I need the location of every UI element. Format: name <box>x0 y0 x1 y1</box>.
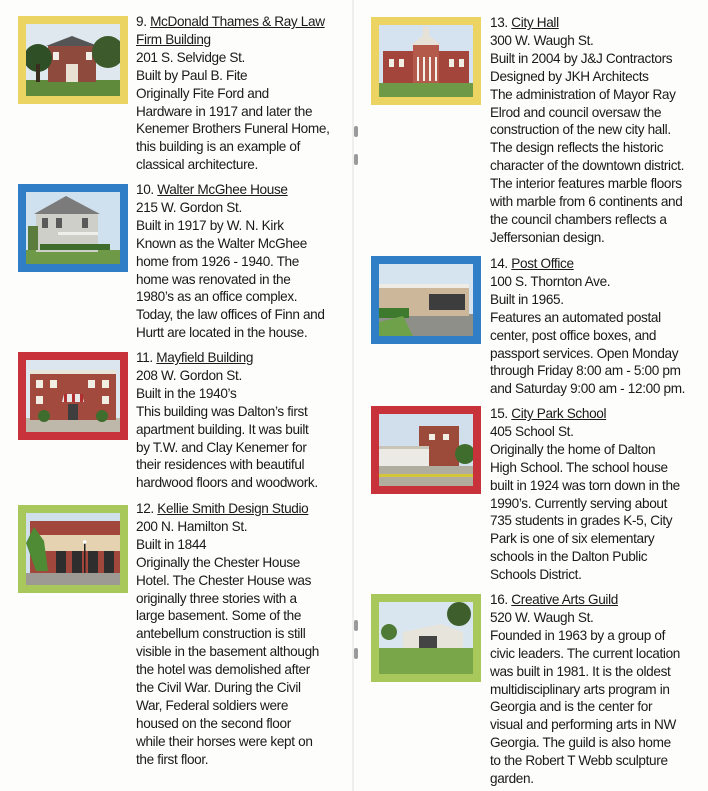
photo-frame <box>18 505 128 593</box>
entry-address: 405 School St. <box>490 423 574 439</box>
entry-name: Mayfield Building <box>156 350 254 365</box>
entry-text-line: through Friday 8:00 am - 5:00 pm <box>490 363 681 379</box>
entry-name: Post Office <box>511 256 574 271</box>
binding-hole <box>354 154 358 165</box>
entry-text-line: Today, the law offices of Finn and <box>136 307 325 323</box>
entry-text-line: center, post office boxes, and <box>490 327 657 343</box>
entry-number: 10. <box>136 182 154 197</box>
post-office-photo <box>379 264 473 336</box>
entry-text-line: housed on the second floor <box>136 715 291 731</box>
design-studio-photo <box>26 513 120 585</box>
entry-text-line: home was renovated in the <box>136 271 291 287</box>
entry-text-line: Jeffersonian design. <box>490 229 605 245</box>
entry-text-line: Built in the 1940’s <box>136 385 237 401</box>
photo-frame <box>371 406 481 494</box>
binding-hole <box>354 126 358 137</box>
mayfield-building-photo <box>26 360 120 432</box>
entry-text-line: Built in 1965. <box>490 291 564 307</box>
entry-text-line: Georgia. The guild is also home <box>490 735 671 751</box>
photo-frame <box>371 17 481 105</box>
entry-address: 208 W. Gordon St. <box>136 367 242 383</box>
entry-text-line: the Civil War. During the Civil <box>136 680 301 696</box>
entry-name: McDonald Thames & Ray Law <box>150 14 325 29</box>
entry-number: 12. <box>136 501 154 516</box>
entry-name: Walter McGhee House <box>157 182 288 197</box>
entry-text-line: civic leaders. The current location <box>490 645 680 661</box>
entry-text-line: garden. <box>490 771 534 787</box>
entry-text-line: to the Robert T Webb sculpture <box>490 753 668 769</box>
photo-frame <box>371 256 481 344</box>
entry-text-line: Hotel. The Chester House was <box>136 572 312 588</box>
entry-text-line: character of the downtown district. <box>490 158 685 174</box>
entry-text-line: Founded in 1963 by a group of <box>490 627 666 643</box>
entry-name: City Park School <box>511 406 607 421</box>
mcghee-house-photo <box>26 192 120 264</box>
entry-text-line: while their horses were kept on <box>136 733 313 749</box>
entry-number: 13. <box>490 15 508 30</box>
city-hall-photo <box>379 25 473 97</box>
photo-frame <box>371 594 481 682</box>
entry-title <box>136 500 319 518</box>
entry-number: 16. <box>490 592 508 607</box>
entry-text-line: multidisciplinary arts program in <box>490 681 670 697</box>
entry-text-line: Built in 2004 by J&J Contractors <box>490 50 673 66</box>
entry-text-line: large basement. Some of the <box>136 608 302 624</box>
entry-address: 300 W. Waugh St. <box>490 32 594 48</box>
entry-text-line: Originally the home of Dalton <box>490 441 656 457</box>
entry-text-line: home from 1926 - 1940. The <box>136 253 299 269</box>
entry-text-line: Features an automated postal <box>490 309 661 325</box>
entry-address: 100 S. Thornton Ave. <box>490 273 611 289</box>
entry-text-line: The interior features marble floors <box>490 176 682 192</box>
entry-text-line: this building is an example of <box>136 139 301 155</box>
entry-number: 15. <box>490 406 508 421</box>
entry-number: 11. <box>136 350 153 365</box>
entry-text-line: Kenemer Brothers Funeral Home, <box>136 121 330 137</box>
entry-text-line: Georgia and is the center for <box>490 699 653 715</box>
entry-text-line: classical architecture. <box>136 157 258 173</box>
entry-text-line: Built by Paul B. Fite <box>136 67 248 83</box>
entry-name: Kellie Smith Design Studio <box>157 501 309 516</box>
entry-text-line: visual and performing arts in NW <box>490 717 676 733</box>
entry-text-line: War, Federal soldiers were <box>136 697 289 713</box>
entry-address: 200 N. Hamilton St. <box>136 518 248 534</box>
entry-number: 14. <box>490 256 508 271</box>
center-fold <box>352 0 354 791</box>
entry-title <box>490 14 684 32</box>
entry-text-line: with marble from 6 continents and <box>490 194 683 210</box>
entry-title <box>136 13 330 31</box>
entry-title <box>490 255 685 273</box>
entry-name-continued: Firm Building <box>136 31 211 47</box>
entry-address: 215 W. Gordon St. <box>136 199 242 215</box>
entry-text-line: Hurtt are located in the house. <box>136 325 308 341</box>
entry-text-line: construction of the new city hall. <box>490 122 671 138</box>
entry-text-line: the first floor. <box>136 751 209 767</box>
entry-text-line: antebellum construction is still <box>136 626 306 642</box>
entry-name: City Hall <box>511 15 559 30</box>
entry-text-line: Built in 1844 <box>136 536 207 552</box>
entry-text-line: their residences with beautiful <box>136 457 305 473</box>
entry-text-line: originally three stories with a <box>136 590 297 606</box>
binding-hole <box>354 648 358 659</box>
city-park-school-photo <box>379 414 473 486</box>
entry-text-line: The design reflects the historic <box>490 140 664 156</box>
entry-text-line: apartment building. It was built <box>136 421 309 437</box>
entry-text-line: 1980’s as an office complex. <box>136 289 298 305</box>
entry-address: 520 W. Waugh St. <box>490 609 594 625</box>
entry-text-line: This building was Dalton’s first <box>136 403 308 419</box>
entry-text-line: by T.W. and Clay Kenemer for <box>136 439 307 455</box>
entry-text-line: schools in the Dalton Public <box>490 549 648 565</box>
entry-text-line: The administration of Mayor Ray <box>490 86 676 102</box>
entry-text-line: 1990’s. Currently serving about <box>490 495 668 511</box>
entry-text-line: 735 students in grades K-5, City <box>490 513 673 529</box>
entry-text-line: Originally Fite Ford and <box>136 85 269 101</box>
entry-text-line: visible in the basement although <box>136 644 320 660</box>
photo-frame <box>18 352 128 440</box>
entry-text-line: passport services. Open Monday <box>490 345 679 361</box>
entry-text-line: Designed by JKH Architects <box>490 68 649 84</box>
entry-title <box>490 405 680 423</box>
entry-title <box>490 591 680 609</box>
photo-frame <box>18 184 128 272</box>
entry-text-line: the hotel was demolished after <box>136 662 310 678</box>
creative-arts-guild-photo <box>379 602 473 674</box>
entry-text-line: Park is one of six elementary <box>490 531 655 547</box>
binding-hole <box>354 620 358 631</box>
entry-text-line: hardwood floors and woodwork. <box>136 475 318 491</box>
entry-number: 9. <box>136 14 147 29</box>
law-firm-building-photo <box>26 24 120 96</box>
entry-text-line: Schools District. <box>490 567 582 583</box>
entry-text-line: and Saturday 9:00 am - 12:00 pm. <box>490 381 686 397</box>
entry-name: Creative Arts Guild <box>511 592 618 607</box>
entry-text-line: High School. The school house <box>490 459 668 475</box>
entry-text-line: Originally the Chester House <box>136 554 300 570</box>
entry-text-line: Hardware in 1917 and later the <box>136 103 313 119</box>
entry-text-line: Elrod and council oversaw the <box>490 104 662 120</box>
entry-text-line: Built in 1917 by W. N. Kirk <box>136 217 284 233</box>
entry-title <box>136 349 318 367</box>
entry-text-line: was built in 1981. It is the oldest <box>490 663 671 679</box>
photo-frame <box>18 16 128 104</box>
entry-text-line: Known as the Walter McGhee <box>136 235 307 251</box>
entry-text-line: built in 1924 was torn down in the <box>490 477 680 493</box>
entry-address: 201 S. Selvidge St. <box>136 49 245 65</box>
entry-text-line: the council chambers reflects a <box>490 211 667 227</box>
entry-title <box>136 181 325 199</box>
